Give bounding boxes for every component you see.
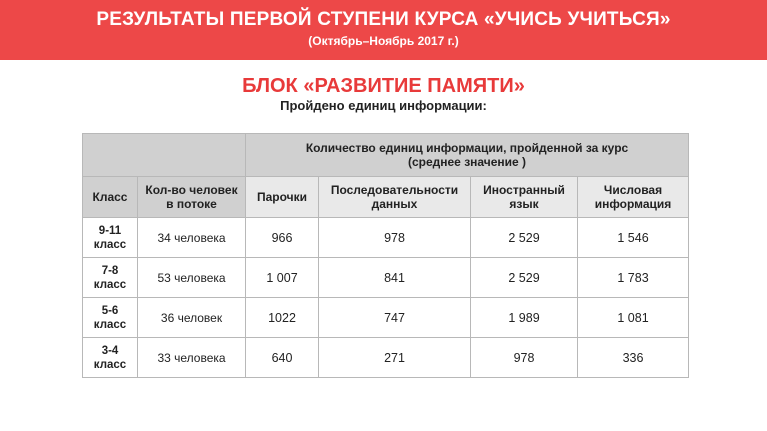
people-cell: 53 человека bbox=[138, 258, 246, 298]
pairs-cell: 1022 bbox=[246, 298, 319, 338]
column-header-people-line2: в потоке bbox=[166, 197, 217, 211]
group-header bbox=[246, 134, 689, 177]
column-header-people bbox=[138, 177, 246, 218]
column-header-pairs bbox=[246, 177, 319, 218]
numeric-cell: 1 546 bbox=[578, 218, 689, 258]
class-cell bbox=[83, 298, 138, 338]
column-header-sequences bbox=[319, 177, 471, 218]
sequences-cell: 978 bbox=[319, 218, 471, 258]
class-cell-line2: класс bbox=[93, 318, 127, 331]
class-cell-line2: класс bbox=[93, 358, 127, 371]
banner-subtitle: (Октябрь–Ноябрь 2017 г.) bbox=[308, 34, 459, 48]
banner-title: РЕЗУЛЬТАТЫ ПЕРВОЙ СТУПЕНИ КУРСА «УЧИСЬ УЧИТЬСЯ» bbox=[96, 9, 671, 30]
column-header-class bbox=[83, 177, 138, 218]
foreign-cell: 2 529 bbox=[471, 218, 578, 258]
table-row bbox=[83, 338, 689, 378]
title-banner bbox=[0, 0, 767, 60]
table-group-header-row bbox=[83, 134, 689, 177]
class-cell-line1: 9-11 bbox=[98, 224, 122, 237]
pairs-cell: 966 bbox=[246, 218, 319, 258]
block-subtitle: Пройдено единиц информации: bbox=[280, 98, 487, 113]
people-cell: 33 человека bbox=[138, 338, 246, 378]
column-header-class-label: Класс bbox=[92, 190, 128, 204]
class-cell bbox=[83, 218, 138, 258]
column-header-foreign bbox=[471, 177, 578, 218]
table-column-header-row bbox=[83, 177, 689, 218]
table-row bbox=[83, 218, 689, 258]
class-cell-line1: 3-4 bbox=[101, 344, 119, 357]
column-header-numeric-line1: Числовая bbox=[603, 183, 663, 197]
sequences-cell: 271 bbox=[319, 338, 471, 378]
class-cell-line1: 7-8 bbox=[101, 264, 119, 277]
results-table bbox=[82, 133, 689, 378]
foreign-cell: 1 989 bbox=[471, 298, 578, 338]
column-header-foreign-line1: Иностранный bbox=[483, 183, 565, 197]
class-cell-line2: класс bbox=[93, 238, 127, 251]
block-title: БЛОК «РАЗВИТИЕ ПАМЯТИ» bbox=[242, 75, 525, 97]
column-header-foreign-line2: язык bbox=[509, 197, 539, 211]
empty-header-cell bbox=[83, 134, 246, 177]
class-cell-line2: класс bbox=[93, 278, 127, 291]
foreign-cell: 2 529 bbox=[471, 258, 578, 298]
class-cell bbox=[83, 338, 138, 378]
column-header-people-line1: Кол-во человек bbox=[145, 183, 238, 197]
numeric-cell: 1 783 bbox=[578, 258, 689, 298]
column-header-sequences-line2: данных bbox=[371, 197, 418, 211]
people-cell: 36 человек bbox=[138, 298, 246, 338]
people-cell: 34 человека bbox=[138, 218, 246, 258]
numeric-cell: 1 081 bbox=[578, 298, 689, 338]
class-cell bbox=[83, 258, 138, 298]
group-header-line1: Количество единиц информации, пройденной за курс bbox=[305, 141, 629, 155]
pairs-cell: 640 bbox=[246, 338, 319, 378]
column-header-pairs-label: Парочки bbox=[256, 190, 307, 204]
table-row bbox=[83, 258, 689, 298]
foreign-cell: 978 bbox=[471, 338, 578, 378]
sequences-cell: 747 bbox=[319, 298, 471, 338]
sequences-cell: 841 bbox=[319, 258, 471, 298]
pairs-cell: 1 007 bbox=[246, 258, 319, 298]
column-header-numeric-line2: информация bbox=[594, 197, 672, 211]
numeric-cell: 336 bbox=[578, 338, 689, 378]
column-header-numeric bbox=[578, 177, 689, 218]
class-cell-line1: 5-6 bbox=[101, 304, 119, 317]
table-row bbox=[83, 298, 689, 338]
group-header-line2: (среднее значение ) bbox=[407, 155, 527, 169]
column-header-sequences-line1: Последовательности bbox=[330, 183, 459, 197]
